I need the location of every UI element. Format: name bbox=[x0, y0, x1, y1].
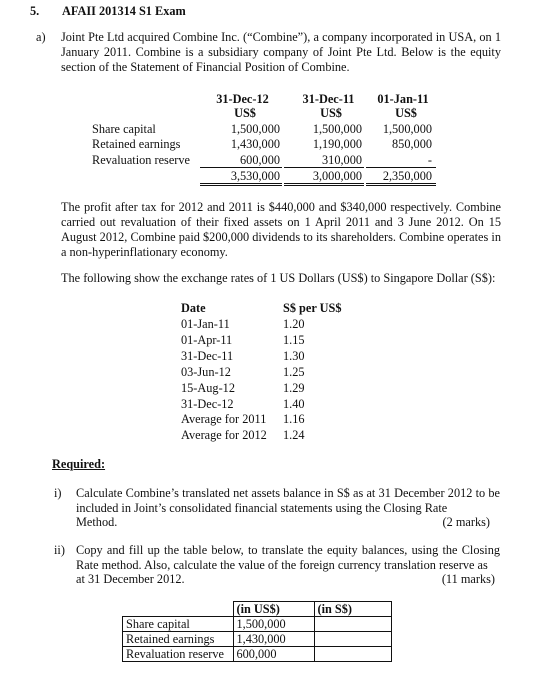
total-double-rule bbox=[200, 185, 282, 186]
equity-col-date-1: 31-Dec-12 bbox=[216, 92, 269, 106]
equity-col-date-2: 31-Dec-11 bbox=[302, 92, 355, 106]
rate-value: 1.16 bbox=[283, 412, 305, 426]
equity-cell: 1,500,000 bbox=[382, 122, 432, 136]
subtotal-rule bbox=[284, 167, 364, 168]
sub-ii-marks: (11 marks) bbox=[441, 572, 495, 586]
rate-date: 01-Apr-11 bbox=[181, 333, 233, 347]
table-cell-blank bbox=[123, 602, 234, 617]
part-a-intro: Joint Pte Ltd acquired Combine Inc. (“Combine”), a company incorporated in USA, on 1 January 2011. Combine is a subsidiary company of Joint Pte Ltd. Below is the equity section of the Statement of Financial Position of Combine. bbox=[61, 30, 501, 74]
question-number: 5. bbox=[30, 4, 40, 18]
paragraph-exchange: The following show the exchange rates of 1 US Dollars (US$) to Singapore Dollar (S$): bbox=[61, 271, 496, 285]
rate-date: 31-Dec-12 bbox=[181, 397, 234, 411]
total-double-rule bbox=[284, 183, 364, 184]
equity-cell: 600,000 bbox=[240, 153, 280, 167]
equity-cell: 1,190,000 bbox=[312, 137, 362, 151]
row-label: Share capital bbox=[123, 617, 234, 632]
equity-cell: 310,000 bbox=[322, 153, 362, 167]
paragraph-profit: The profit after tax for 2012 and 2011 is $440,000 and $340,000 respectively. Combine carried out revaluation of their fixed assets on 1 April 2011 and 3 June 2012. On 15 August 2012, Combine paid $200,000 dividends to its shareholders. Combine operates in a non-hyperinflationary economy. bbox=[61, 200, 501, 259]
usd-cell: 600,000 bbox=[233, 647, 314, 662]
total-double-rule bbox=[200, 183, 282, 184]
equity-col-unit-3: US$ bbox=[395, 106, 417, 120]
subtotal-rule bbox=[366, 167, 436, 168]
equity-row-label: Share capital bbox=[92, 122, 156, 136]
part-a-label: a) bbox=[36, 30, 46, 44]
equity-col-unit-2: US$ bbox=[320, 106, 342, 120]
rate-date: 15-Aug-12 bbox=[181, 381, 235, 395]
total-double-rule bbox=[366, 185, 436, 186]
sgd-cell[interactable] bbox=[314, 617, 391, 632]
equity-total: 2,350,000 bbox=[382, 169, 432, 183]
rate-value: 1.40 bbox=[283, 397, 305, 411]
equity-col-date-3: 01-Jan-11 bbox=[377, 92, 429, 106]
equity-total: 3,530,000 bbox=[230, 169, 280, 183]
equity-row-label: Retained earnings bbox=[92, 137, 181, 151]
rate-date: 03-Jun-12 bbox=[181, 365, 231, 379]
subtotal-rule bbox=[200, 167, 282, 168]
translation-table bbox=[122, 601, 392, 662]
sub-ii-label: ii) bbox=[54, 543, 65, 557]
exam-title: AFAII 201314 S1 Exam bbox=[62, 4, 186, 18]
col-header-usd: (in US$) bbox=[233, 602, 314, 617]
row-label: Revaluation reserve bbox=[123, 647, 234, 662]
table-row bbox=[123, 632, 392, 647]
sgd-cell[interactable] bbox=[314, 632, 391, 647]
rate-value: 1.30 bbox=[283, 349, 305, 363]
equity-cell: - bbox=[427, 153, 432, 167]
equity-cell: 850,000 bbox=[392, 137, 432, 151]
required-heading: Required: bbox=[52, 457, 106, 471]
rate-value: 1.15 bbox=[283, 333, 305, 347]
usd-cell: 1,430,000 bbox=[233, 632, 314, 647]
rate-date: Average for 2012 bbox=[181, 428, 267, 442]
table-row bbox=[123, 617, 392, 632]
rate-value: 1.25 bbox=[283, 365, 305, 379]
rates-header-rate: S$ per US$ bbox=[283, 301, 342, 315]
rate-date: 31-Dec-11 bbox=[181, 349, 234, 363]
sub-i-text: Calculate Combine’s translated net assets balance in S$ as at 31 December 2012 to be included in Joint’s consolidated financial statements using the Closing Rate bbox=[76, 486, 500, 515]
sub-i-label: i) bbox=[54, 486, 62, 500]
sub-ii-last-line: at 31 December 2012. bbox=[76, 572, 185, 586]
sub-i-marks: (2 marks) bbox=[442, 515, 490, 529]
equity-row-label: Revaluation reserve bbox=[92, 153, 190, 167]
sgd-cell[interactable] bbox=[314, 647, 391, 662]
equity-col-unit-1: US$ bbox=[234, 106, 256, 120]
rate-date: Average for 2011 bbox=[181, 412, 267, 426]
rates-header-date: Date bbox=[181, 301, 206, 315]
row-label: Retained earnings bbox=[123, 632, 234, 647]
sub-ii-text: Copy and fill up the table below, to translate the equity balances, using the Closing Rate method. Also, calculate the value of the foreign currency translation reserve as bbox=[76, 543, 500, 572]
usd-cell: 1,500,000 bbox=[233, 617, 314, 632]
total-double-rule bbox=[284, 185, 364, 186]
col-header-sgd: (in S$) bbox=[314, 602, 391, 617]
equity-total: 3,000,000 bbox=[312, 169, 362, 183]
rate-value: 1.20 bbox=[283, 317, 305, 331]
total-double-rule bbox=[366, 183, 436, 184]
rate-date: 01-Jan-11 bbox=[181, 317, 230, 331]
table-row bbox=[123, 647, 392, 662]
rate-value: 1.24 bbox=[283, 428, 305, 442]
table-row bbox=[123, 602, 392, 617]
equity-cell: 1,500,000 bbox=[312, 122, 362, 136]
equity-cell: 1,500,000 bbox=[230, 122, 280, 136]
rate-value: 1.29 bbox=[283, 381, 305, 395]
sub-i-last-line: Method. bbox=[76, 515, 118, 529]
equity-cell: 1,430,000 bbox=[230, 137, 280, 151]
